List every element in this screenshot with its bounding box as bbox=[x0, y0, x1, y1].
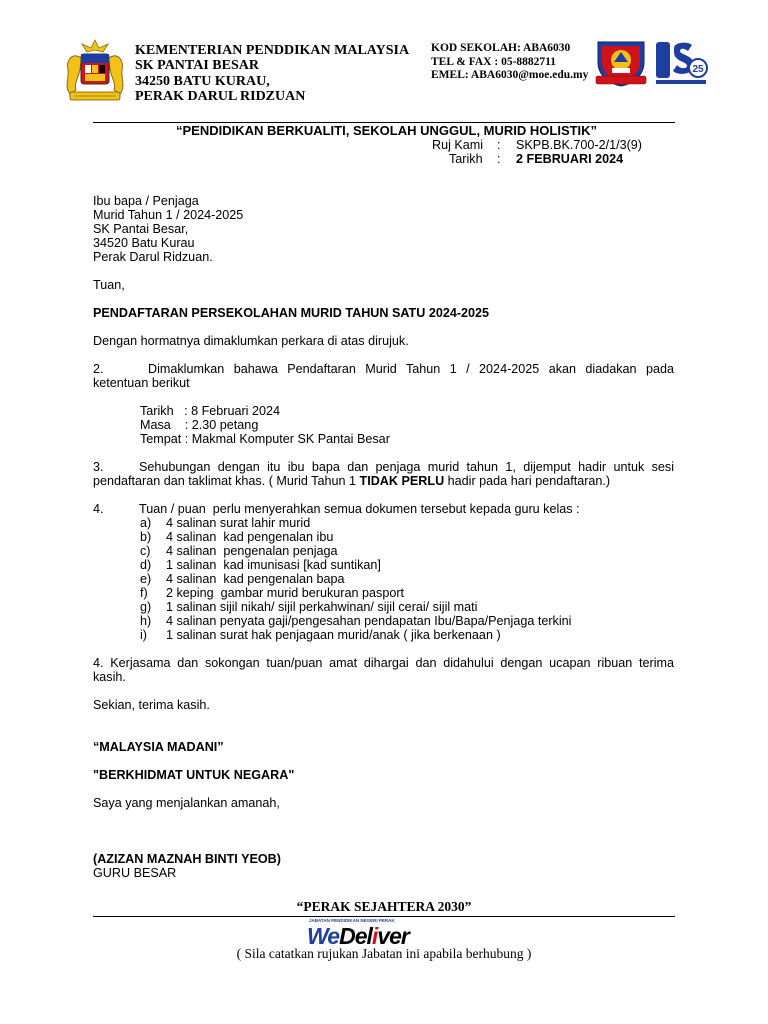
list-item-label: h) bbox=[140, 614, 152, 628]
para2-line1: Dimaklumkan bahawa Pendaftaran Murid Tahun 1 / 2024-2025 akan diadakan pada bbox=[148, 362, 674, 376]
para2-number: 2. bbox=[93, 362, 104, 376]
list-item-text: 1 salinan surat hak penjagaan murid/anak ( jika berkenaan ) bbox=[166, 628, 501, 642]
para3-line2 bbox=[93, 474, 610, 488]
anniversary-number: 25 bbox=[692, 64, 704, 75]
amanah-line: Saya yang menjalankan amanah, bbox=[93, 796, 280, 810]
wedeliver-del: Del bbox=[339, 923, 372, 949]
school-motto: “PENDIDIKAN BERKUALITI, SEKOLAH UNGGUL, MURID HOLISTIK” bbox=[176, 123, 598, 138]
wedeliver-i: i bbox=[371, 923, 378, 949]
header-tel-fax: TEL & FAX : 05-8882711 bbox=[431, 55, 557, 68]
para3-number: 3. bbox=[93, 460, 104, 474]
para2-line2: ketentuan berikut bbox=[93, 376, 190, 390]
list-item-text: 4 salinan pengenalan penjaga bbox=[166, 544, 338, 558]
header-kod-sekolah: KOD SEKOLAH: ABA6030 bbox=[431, 42, 571, 54]
para4-number: 4. bbox=[93, 502, 104, 516]
list-item-text: 4 salinan surat lahir murid bbox=[166, 516, 311, 530]
list-item-text: 4 salinan kad pengenalan ibu bbox=[166, 530, 334, 544]
salutation: Tuan, bbox=[93, 278, 125, 292]
detail-tempat: Tempat : Makmal Komputer SK Pantai Besar bbox=[140, 432, 390, 446]
header-state: PERAK DARUL RIDZUAN bbox=[135, 89, 306, 104]
ruj-kami-label: Ruj Kami bbox=[432, 138, 484, 152]
list-item bbox=[140, 614, 571, 628]
list-item-label: f) bbox=[140, 586, 148, 600]
header-ministry: KEMENTERIAN PENDDIKAN MALAYSIA bbox=[135, 43, 410, 58]
para4-text: Tuan / puan perlu menyerahkan semua dokumen tersebut kepada guru kelas : bbox=[139, 502, 580, 516]
tarikh-label: Tarikh bbox=[449, 152, 483, 166]
footer-slogan: “PERAK SEJAHTERA 2030” bbox=[296, 899, 472, 914]
recipient-line: Ibu bapa / Penjaga bbox=[93, 194, 199, 208]
list-item-label: d) bbox=[140, 558, 152, 572]
footer-note: ( Sila catatkan rujukan Jabatan ini apabila berhubung ) bbox=[236, 946, 532, 961]
letter-subject: PENDAFTARAN PERSEKOLAHAN MURID TAHUN SATU 2024-2025 bbox=[93, 306, 490, 320]
header-email: EMEL: ABA6030@moe.edu.my bbox=[431, 69, 589, 81]
list-item bbox=[140, 544, 338, 558]
wedeliver-small-text: JABATAN PENDIDIKAN NEGERI PERAK bbox=[309, 918, 395, 923]
list-item-text: 1 salinan sijil nikah/ sijil perkahwinan/ sijil cerai/ sijil mati bbox=[166, 600, 478, 614]
para5-line2: kasih. bbox=[93, 670, 126, 684]
closing-thanks: Sekian, terima kasih. bbox=[93, 698, 210, 712]
list-item-label: e) bbox=[140, 572, 152, 586]
school-crest-logo bbox=[594, 38, 648, 88]
detail-tarikh: Tarikh : 8 Februari 2024 bbox=[140, 404, 281, 418]
ruj-kami-value: SKPB.BK.700-2/1/3(9) bbox=[516, 138, 643, 152]
list-item-text: 1 salinan kad imunisasi [kad suntikan] bbox=[166, 558, 381, 572]
wedeliver-we: We bbox=[307, 923, 340, 949]
detail-masa: Masa : 2.30 petang bbox=[140, 418, 259, 432]
ruj-kami-sep: : bbox=[497, 138, 501, 152]
list-item-label: i) bbox=[140, 628, 147, 642]
para3-line2-a: pendaftaran dan taklimat khas. ( Murid Tahun 1 bbox=[93, 474, 360, 488]
list-item bbox=[140, 572, 345, 586]
list-item bbox=[140, 600, 477, 614]
footer-divider bbox=[93, 916, 675, 917]
list-item-label: b) bbox=[140, 530, 152, 544]
recipient-line: 34520 Batu Kurau bbox=[93, 236, 195, 250]
malaysia-madani: “MALAYSIA MADANI” bbox=[93, 740, 224, 754]
list-item bbox=[140, 628, 501, 642]
list-item bbox=[140, 558, 381, 572]
25-anniversary-logo bbox=[654, 38, 708, 86]
list-item-label: g) bbox=[140, 600, 152, 614]
wedeliver-ver: ver bbox=[377, 923, 409, 949]
recipient-line: Perak Darul Ridzuan. bbox=[93, 250, 213, 264]
para3-tidak-perlu: TIDAK PERLU bbox=[359, 474, 445, 488]
para5-line1: 4. Kerjasama dan sokongan tuan/puan amat dihargai dan didahului dengan ucapan ribuan terima bbox=[93, 656, 674, 670]
list-item bbox=[140, 586, 404, 600]
intro-paragraph: Dengan hormatnya dimaklumkan perkara di atas dirujuk. bbox=[93, 334, 409, 348]
list-item-text: 4 salinan kad pengenalan bapa bbox=[166, 572, 345, 586]
list-item-text: 2 keping gambar murid berukuran pasport bbox=[166, 586, 405, 600]
recipient-line: Murid Tahun 1 / 2024-2025 bbox=[93, 208, 244, 222]
tarikh-sep: : bbox=[497, 152, 501, 166]
recipient-line: SK Pantai Besar, bbox=[93, 222, 189, 236]
para3-line2-b: hadir pada hari pendaftaran.) bbox=[444, 474, 611, 488]
para3-line1: Sehubungan dengan itu ibu bapa dan penjaga murid tahun 1, dijemput hadir untuk sesi bbox=[139, 460, 674, 474]
coat-of-arms-logo bbox=[58, 38, 132, 104]
list-item-label: c) bbox=[140, 544, 151, 558]
list-item-label: a) bbox=[140, 516, 152, 530]
signatory-title: GURU BESAR bbox=[93, 866, 177, 880]
list-item-text: 4 salinan penyata gaji/pengesahan pendapatan Ibu/Bapa/Penjaga terkini bbox=[166, 614, 572, 628]
header-school: SK PANTAI BESAR bbox=[135, 58, 259, 73]
header-postcode: 34250 BATU KURAU, bbox=[135, 73, 270, 89]
list-item bbox=[140, 530, 333, 544]
berkhidmat-untuk-negara: "BERKHIDMAT UNTUK NEGARA" bbox=[93, 768, 295, 782]
tarikh-value: 2 FEBRUARI 2024 bbox=[516, 152, 624, 166]
list-item bbox=[140, 516, 310, 530]
signatory-name: (AZIZAN MAZNAH BINTI YEOB) bbox=[93, 852, 281, 866]
